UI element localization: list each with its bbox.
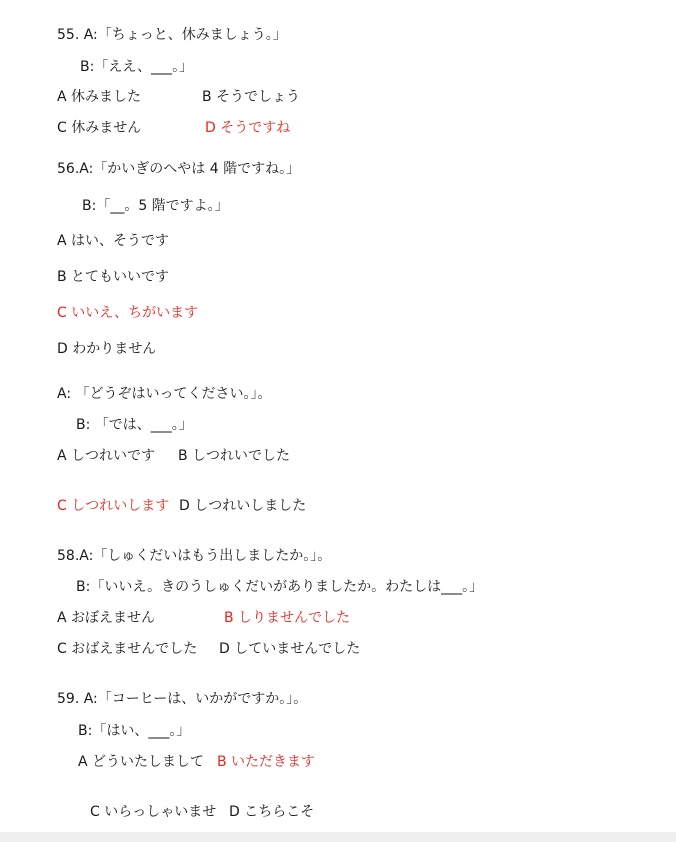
q57-option-c-answer: C しつれいします <box>57 498 170 514</box>
q57-option-a: A しつれいです <box>57 448 156 464</box>
q56-option-d: D わかりません <box>57 341 157 357</box>
q55-option-a: A 休みました <box>57 89 142 105</box>
q58-option-d: D していませんでした <box>219 641 361 657</box>
q59-speaker-b: B:「はい、___。」 <box>78 723 191 739</box>
q59-option-d: D こちらこそ <box>229 804 315 820</box>
q59-speaker-a: 59. A:「コーヒーは、いかがですか。」。 <box>57 691 308 707</box>
q55-option-c: C 休みません <box>57 120 142 136</box>
q58-speaker-a: 58.A:「しゅくだいはもう出しましたか。」。 <box>57 548 332 564</box>
q58-option-c: C おばえませんでした <box>57 641 198 657</box>
q55-option-b: B そうでしょう <box>202 89 301 105</box>
q57-option-d: D しつれいしました <box>179 498 307 514</box>
q56-speaker-a: 56.A:「かいぎのへやは 4 階ですね。」 <box>57 161 301 177</box>
q55-speaker-a: 55. A:「ちょっと、休みましょう。」 <box>57 27 287 43</box>
q59-option-c: C いらっしゃいませ <box>90 804 217 820</box>
q55-option-d-answer: D そうですね <box>205 120 291 136</box>
q56-option-c-answer: C いいえ、ちがいます <box>57 305 199 321</box>
q57-speaker-a: A: 「どうぞはいってください。」。 <box>57 386 272 402</box>
page-bottom-edge <box>0 832 676 842</box>
q56-speaker-b: B:「__。5 階ですよ。」 <box>82 198 229 214</box>
q55-speaker-b: B:「ええ、___。」 <box>80 59 194 75</box>
q58-option-a: A おぼえません <box>57 610 156 626</box>
q56-option-b: B とてもいいです <box>57 269 170 285</box>
q56-option-a: A はい、そうです <box>57 233 170 249</box>
q57-speaker-b: B: 「では、___。」 <box>76 417 193 433</box>
q58-speaker-b: B:「いいえ。きのうしゅくだいがありましたか。わたしは___。」 <box>76 579 484 595</box>
q59-option-b-answer: B いただきます <box>217 754 316 770</box>
q57-option-b: B しつれいでした <box>178 448 291 464</box>
q59-option-a: A どういたしまして <box>78 754 205 770</box>
q58-option-b-answer: B しりませんでした <box>224 610 351 626</box>
